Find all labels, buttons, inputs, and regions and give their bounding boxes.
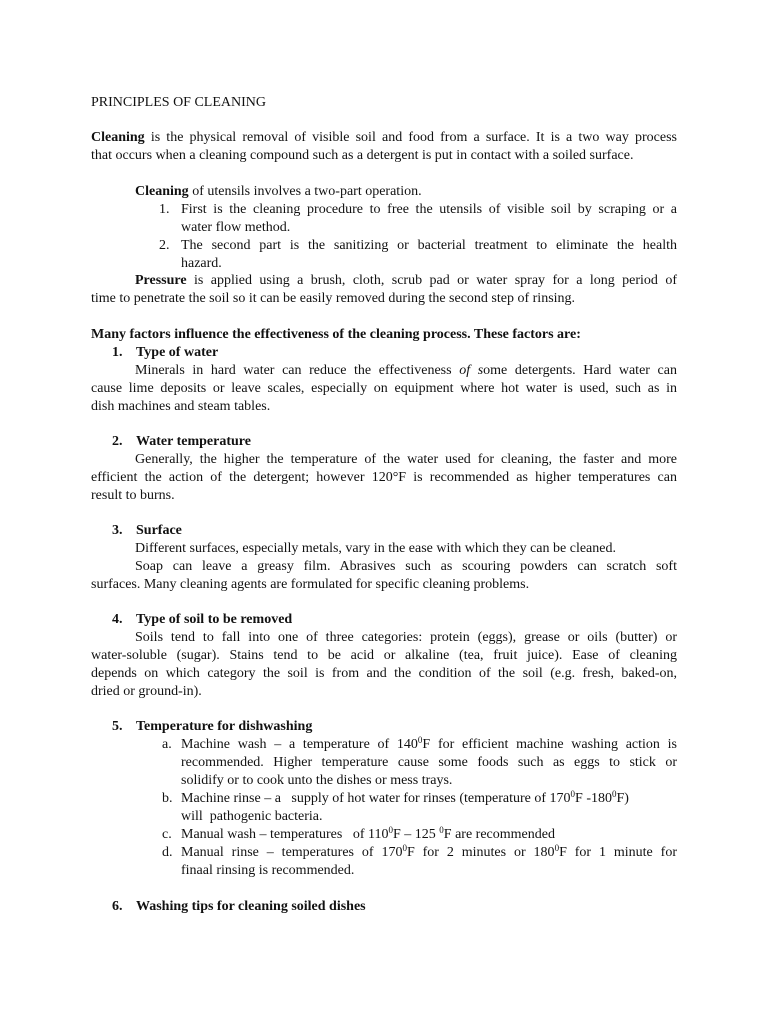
factor-water: [91, 344, 677, 416]
dishwashing-item-b: [162, 790, 677, 826]
factor-dishwashing: [91, 718, 677, 736]
intro-term: Cleaning: [91, 130, 145, 145]
sub-text: F -180: [575, 791, 612, 806]
sub-text: Manual rinse – temperatures of 170: [181, 845, 403, 860]
list-number: 2.: [112, 434, 123, 449]
degree-superscript: 0: [570, 789, 576, 799]
sublist-label: a.: [162, 737, 172, 752]
list-number: 2.: [159, 238, 170, 253]
factor-line-2: cause lime deposits or leave scales, especially on equipment where hot water is used, such as in: [91, 381, 677, 396]
dishwashing-item-a: [162, 736, 677, 790]
utensils-intro-text: of utensils involves a two-part operation.: [188, 184, 422, 199]
factor-heading-row: [91, 718, 677, 736]
intro-line-1: [91, 129, 677, 147]
factor-heading: Washing tips for cleaning soiled dishes: [136, 899, 366, 914]
factor-line-2: efficient the action of the detergent; however 120°F is recommended as higher temperatures can: [91, 470, 677, 485]
dishwashing-item-d: [162, 844, 677, 880]
step-line-1: The second part is the sanitizing or bacterial treatment to eliminate the health: [181, 238, 677, 253]
factor-heading-row: [91, 344, 677, 362]
sublist-label: d.: [162, 845, 173, 860]
factor-line-1: [91, 362, 677, 380]
factor-line-2: Soap can leave a greasy film. Abrasives such as scouring powders can scratch soft: [135, 559, 677, 574]
sub-line-1: [181, 790, 677, 808]
factor-heading: Water temperature: [136, 434, 251, 449]
sub-line-1: [181, 736, 677, 754]
factor-temperature: [91, 433, 677, 505]
factor-line-1: Generally, the higher the temperature of the water used for cleaning, the faster and more: [135, 452, 677, 467]
sub-text: F): [616, 791, 629, 806]
list-number: 3.: [112, 523, 123, 538]
factor-line-4: dried or ground-in).: [91, 684, 202, 699]
dishwashing-item-c: [162, 826, 677, 844]
factor-surface: [91, 522, 677, 594]
step-line-2: hazard.: [181, 256, 222, 271]
factor-soil: [91, 611, 677, 701]
sub-text: F – 125: [392, 827, 440, 842]
list-number: 1.: [112, 345, 123, 360]
degree-superscript: 0: [417, 735, 423, 745]
factor-line-1: Different surfaces, especially metals, vary in the ease with which they can be cleaned.: [135, 541, 616, 556]
pressure-paragraph: [91, 272, 677, 308]
dishwashing-sublist: [162, 736, 677, 880]
factor-heading: Type of soil to be removed: [136, 612, 293, 627]
step-line-2: water flow method.: [181, 220, 291, 235]
factor-heading-row: [91, 611, 677, 629]
factor-heading: Surface: [136, 523, 182, 538]
sublist-label: b.: [162, 791, 173, 806]
intro-line-2: that occurs when a cleaning compound such as a detergent is put in contact with a soiled surface.: [91, 148, 634, 163]
factor-heading-row: [91, 433, 677, 451]
factors-heading: Many factors influence the effectiveness of the cleaning process. These factors are:: [91, 327, 581, 342]
factor-washing-tips: [91, 898, 677, 916]
sub-line-1: [181, 826, 677, 844]
factor-line-3: dish machines and steam tables.: [91, 399, 271, 414]
factor-heading: Type of water: [136, 345, 219, 360]
list-number: 4.: [112, 612, 123, 627]
step-line-1: First is the cleaning procedure to free the utensils of visible soil by scraping or a: [181, 202, 677, 217]
sub-text: Machine wash – a temperature of 140: [181, 737, 418, 752]
intro-line-1-text: is the physical removal of visible soil and food from a surface. It is a two way process: [144, 130, 677, 145]
page-title-text: PRINCIPLES OF CLEANING: [91, 95, 267, 110]
sub-text: F are recommended: [443, 827, 555, 842]
sub-text: F for 2 minutes or 180: [406, 845, 555, 860]
pressure-term: Pressure: [135, 273, 187, 288]
sub-line-3: solidify or to cook unto the dishes or mess trays.: [181, 773, 453, 788]
sub-text: F for 1 minute for: [559, 845, 677, 860]
factor-line-1: Soils tend to fall into one of three categories: protein (eggs), grease or oils (butter) or: [135, 630, 677, 645]
pressure-line-1-text: is applied using a brush, cloth, scrub pad or water spray for a long period of: [186, 273, 677, 288]
sub-text: Manual wash – temperatures of 110: [181, 827, 389, 842]
factor-line-2: water-soluble (sugar). Stains tend to be acid or alkaline (tea, fruit juice). Ease of cleaning: [91, 648, 677, 663]
list-number: 6.: [112, 899, 123, 914]
factor-text-italic: of s: [459, 363, 484, 378]
degree-superscript: 0: [388, 825, 393, 835]
factor-line-3: surfaces. Many cleaning agents are formulated for specific cleaning problems.: [91, 577, 530, 592]
factor-heading-row: [91, 522, 677, 540]
utensils-step-item: [159, 237, 677, 273]
utensils-step-list: [159, 201, 677, 273]
sub-line-2: finaal rinsing is recommended.: [181, 863, 355, 878]
degree-superscript: 0: [612, 789, 617, 799]
sub-text: Machine rinse – a supply of hot water for rinses (temperature of 170: [181, 791, 571, 806]
sublist-label: c.: [162, 827, 172, 842]
factor-heading: Temperature for dishwashing: [136, 719, 313, 734]
factor-text: ome detergents. Hard water can: [483, 363, 677, 378]
utensils-paragraph: [91, 183, 677, 201]
sub-line-1: [181, 844, 677, 862]
factor-heading-row: [91, 898, 677, 916]
factor-line-3: depends on which category the soil is from and the condition of the soil (e.g. fresh, baked-on,: [91, 666, 677, 681]
list-number: 5.: [112, 719, 123, 734]
degree-superscript: 0: [554, 843, 560, 853]
sub-line-2: recommended. Higher temperature cause some foods such as eggs to stick or: [181, 755, 677, 770]
utensils-term: Cleaning: [135, 184, 189, 199]
utensils-step-item: [159, 201, 677, 237]
utensils-intro: [91, 183, 677, 201]
sub-line-2: will pathogenic bacteria.: [181, 809, 323, 824]
degree-superscript: 0: [439, 825, 444, 835]
degree-superscript: 0: [402, 843, 407, 853]
page-title: [91, 94, 677, 112]
factor-line-3: result to burns.: [91, 488, 175, 503]
intro-paragraph: [91, 129, 677, 165]
factor-text: Minerals in hard water can reduce the effectiveness: [135, 363, 460, 378]
pressure-line-1: [91, 272, 677, 290]
pressure-line-2: time to penetrate the soil so it can be easily removed during the second step of rinsing.: [91, 291, 576, 306]
sub-text: F for efficient machine washing action is: [422, 737, 677, 752]
list-number: 1.: [159, 202, 170, 217]
